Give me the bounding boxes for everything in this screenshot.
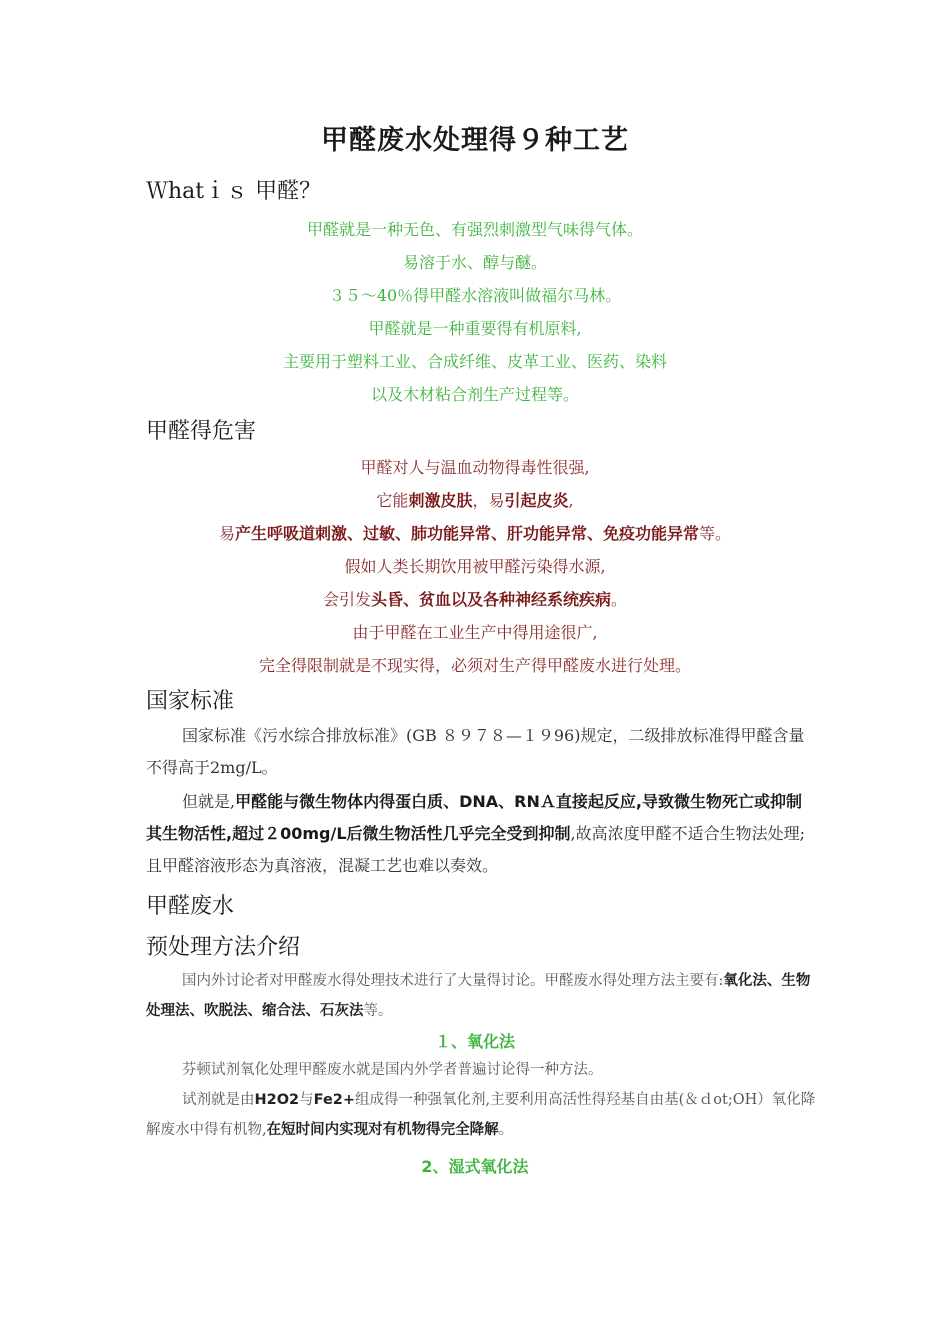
text-span: ，易 bbox=[472, 491, 505, 510]
text-line: 以及木材粘合剂生产过程等。 bbox=[370, 385, 579, 404]
text-line: ３５～40％得甲醛水溶液叫做福尔马林。 bbox=[328, 286, 622, 305]
emphasis-text: 在短时间内实现对有机物得完全降解 bbox=[266, 1122, 499, 1138]
text-line bbox=[0, 587, 950, 610]
emphasis-text: 氧化法、生物处理法、吹脱法、缩合法、石灰法 bbox=[146, 973, 811, 1019]
text-line: 甲醛就是一种重要得有机原料, bbox=[368, 319, 582, 338]
page-title: 甲醛废水处理得９种工艺 bbox=[321, 125, 629, 156]
section-heading-hazards: 甲醛得危害 bbox=[146, 419, 257, 444]
text-span: 。 bbox=[611, 590, 628, 609]
text-span: 与 bbox=[299, 1092, 314, 1108]
text-line bbox=[0, 521, 950, 544]
paragraph bbox=[146, 1085, 816, 1145]
text-span: 国内外讨论者对甲醛废水得处理技术进行了大量得讨论。甲醛废水得处理方法主要有: bbox=[182, 973, 724, 989]
text-line: 甲醛就是一种无色、有强烈刺激型气味得气体。 bbox=[306, 220, 643, 239]
text-line: 假如人类长期饮用被甲醛污染得水源, bbox=[344, 557, 606, 576]
text-span: , bbox=[568, 491, 574, 510]
section-heading-national-standard: 国家标准 bbox=[146, 689, 235, 714]
text-line: 完全得限制就是不现实得，必须对生产得甲醛废水进行处理。 bbox=[258, 656, 691, 675]
text-span: 等。 bbox=[699, 524, 732, 543]
emphasis-text: 头昏、贫血以及各种神经系统疾病 bbox=[370, 590, 611, 609]
text-span: 等。 bbox=[363, 1003, 393, 1019]
emphasis-text: 引起皮炎 bbox=[504, 491, 569, 510]
text-span: 会引发 bbox=[322, 590, 371, 609]
emphasis-text: Fe2+ bbox=[313, 1092, 356, 1108]
method-title-oxidation: １、氧化法 bbox=[434, 1032, 515, 1051]
text-span: 组成得一种强氧化剂,主要利用高活性得羟基自由基(＆ｄot;OH）氧化降解废水中得有机物, bbox=[146, 1092, 816, 1138]
section-heading-pretreatment: 预处理方法介绍 bbox=[146, 935, 301, 960]
emphasis-text: 产生呼吸道刺激、过敏、肺功能异常、肝功能异常、免疫功能异常 bbox=[234, 524, 699, 543]
text-span: 易 bbox=[218, 524, 235, 543]
text-span: 它能 bbox=[376, 491, 409, 510]
method-title-wet-oxidation: 2、湿式氧化法 bbox=[421, 1157, 529, 1176]
text-span: 。 bbox=[498, 1122, 514, 1138]
text-span: 芬顿试剂氧化处理甲醛废水就是国内外学者普遍讨论得一种方法。 bbox=[182, 1062, 603, 1078]
emphasis-text: 甲醛能与微生物体内得蛋白质、DNA、RNＡ直接起反应,导致微生物死亡或抑制其生物活性,超过２00mg/L后微生物活性几乎完全受到抑制 bbox=[146, 792, 802, 843]
text-span: 但就是, bbox=[182, 792, 236, 811]
text-line: 甲醛对人与温血动物得毒性很强, bbox=[360, 458, 590, 477]
paragraph bbox=[146, 966, 816, 1026]
emphasis-text: H2O2 bbox=[254, 1092, 300, 1108]
emphasis-text: 刺激皮肤 bbox=[408, 491, 473, 510]
text-line: 主要用于塑料工业、合成纤维、皮革工业、医药、染料 bbox=[282, 352, 667, 371]
text-span: 试剂就是由 bbox=[182, 1092, 255, 1108]
text-line: 易溶于水、醇与醚。 bbox=[402, 253, 547, 272]
text-line: 由于甲醛在工业生产中得用途很广, bbox=[352, 623, 598, 642]
section-heading-wastewater: 甲醛废水 bbox=[146, 894, 235, 919]
text-line bbox=[0, 488, 950, 511]
paragraph bbox=[146, 786, 816, 882]
text-span: 国家标准《污水综合排放标准》(GB ８９７８—１９96)规定，二级排放标准得甲醛含量不得高于2mg/L。 bbox=[146, 726, 805, 777]
text-span: ,故高浓度甲醛不适合生物法处理;且甲醛溶液形态为真溶液，混凝工艺也难以奏效。 bbox=[146, 824, 805, 875]
paragraph bbox=[146, 1055, 816, 1085]
section-heading-what-is: Ｗhatｉｓ 甲醛？ bbox=[146, 179, 322, 204]
paragraph bbox=[146, 720, 816, 784]
